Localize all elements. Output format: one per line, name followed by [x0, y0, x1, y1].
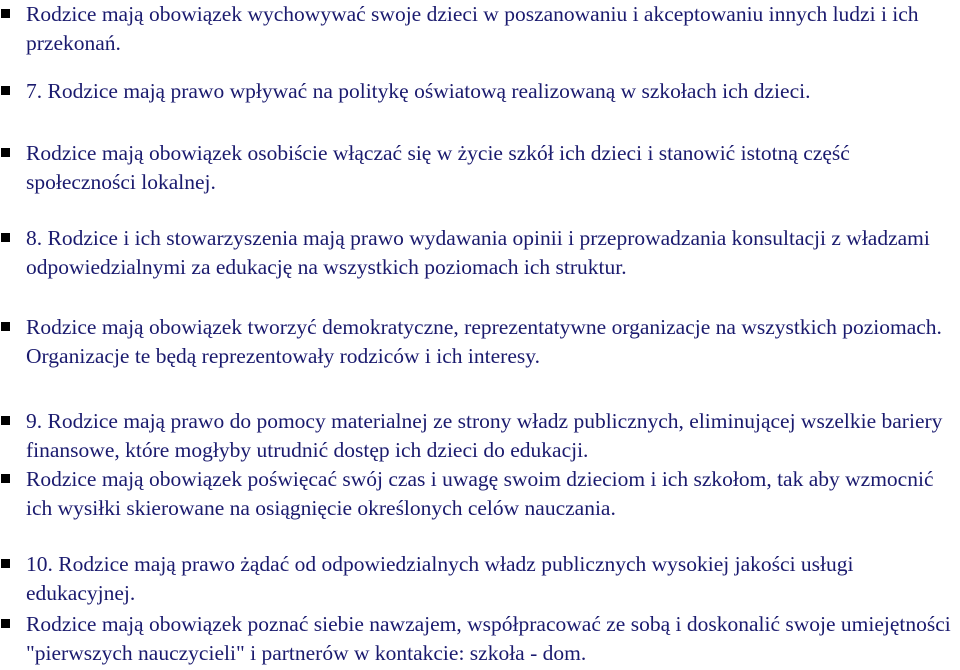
square-bullet-icon — [1, 619, 10, 628]
list-item-text: 8. Rodzice i ich stowarzyszenia mają prawo wydawania opinii i przeprowadzania konsultacji z władzami odpowiedzialnymi za edukację na wszystkich poziomach ich struktur. — [26, 226, 930, 279]
list-item-text: Rodzice mają obowiązek wychowywać swoje dzieci w poszanowaniu i akceptowaniu innych ludzi i ich przekonań. — [26, 2, 919, 55]
list-item-text: Rodzice mają obowiązek poświęcać swój czas i uwagę swoim dzieciom i ich szkołom, tak aby wzmocnić ich wysiłki skierowane na osiągnięcie określonych celów nauczania. — [26, 467, 934, 520]
list-item-text: 7. Rodzice mają prawo wpływać na politykę oświatową realizowaną w szkołach ich dzieci. — [26, 79, 811, 103]
list-item-text: 10. Rodzice mają prawo żądać od odpowiedzialnych władz publicznych wysokiej jakości usługi edukacyjnej. — [26, 552, 854, 605]
list-item-text: 9. Rodzice mają prawo do pomocy materialnej ze strony władz publicznych, eliminującej wszelkie bariery finansowe, które mogłyby utrudnić dostęp ich dzieci do edukacji. — [26, 409, 943, 462]
square-bullet-icon — [1, 559, 10, 568]
list-item-text: Rodzice mają obowiązek tworzyć demokratyczne, reprezentatywne organizacje na wszystkich poziomach. Organizacje te będą reprezentowały rodziców i ich interesy. — [26, 315, 942, 368]
square-bullet-icon — [1, 233, 10, 242]
list-item-text: Rodzice mają obowiązek poznać siebie nawzajem, współpracować ze sobą i doskonalić swoje umiejętności "pierwszych nauczycieli" i partnerów w kontakcie: szkoła - dom. — [26, 612, 951, 665]
square-bullet-icon — [1, 416, 10, 425]
square-bullet-icon — [1, 322, 10, 331]
square-bullet-icon — [1, 86, 10, 95]
square-bullet-icon — [1, 148, 10, 157]
list-item-text: Rodzice mają obowiązek osobiście włączać się w życie szkół ich dzieci i stanowić istotną część społeczności lokalnej. — [26, 141, 850, 194]
square-bullet-icon — [1, 9, 10, 18]
square-bullet-icon — [1, 474, 10, 483]
